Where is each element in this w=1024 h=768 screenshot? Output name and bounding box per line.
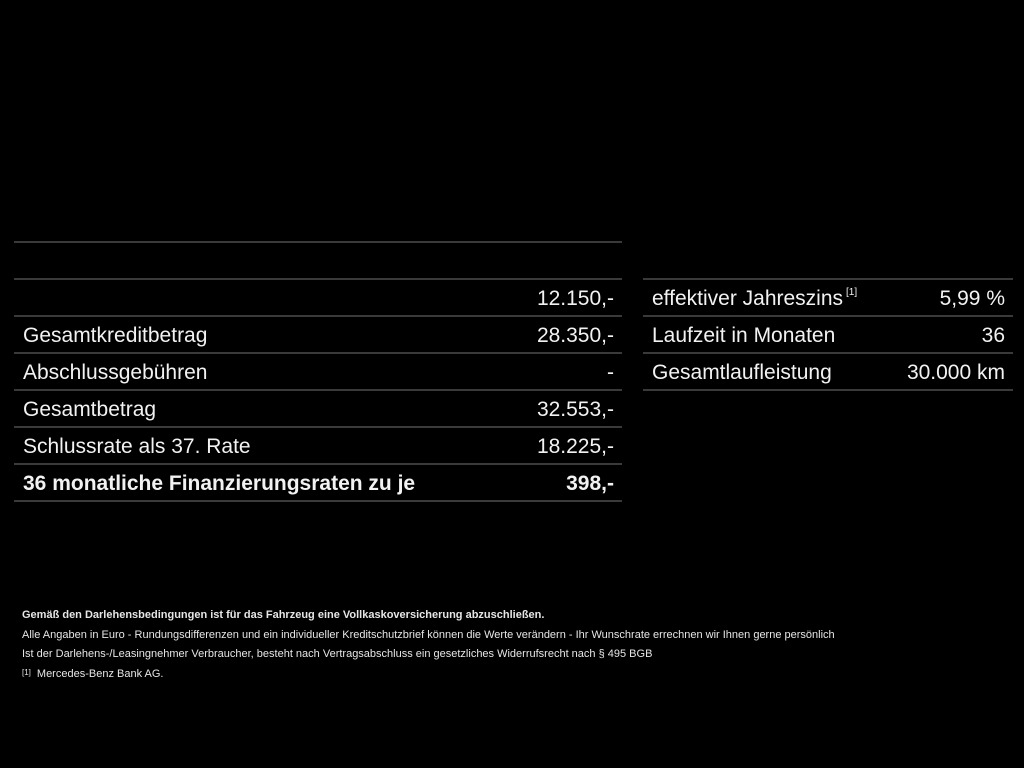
financing-row-value: - bbox=[607, 361, 614, 384]
terms-row-duration bbox=[643, 317, 1013, 354]
terms-row-value: 36 bbox=[981, 324, 1005, 347]
financing-row-value: 28.350,- bbox=[536, 324, 614, 347]
financing-row-value: 32.553,- bbox=[536, 398, 614, 421]
financing-row-value: 398,- bbox=[566, 472, 614, 495]
terms-row-label bbox=[652, 281, 857, 316]
financing-row-value: 12.150,- bbox=[536, 287, 614, 310]
financing-row-label: Gesamtkreditbetrag bbox=[23, 324, 208, 347]
terms-table bbox=[643, 278, 1013, 391]
terms-row-mileage bbox=[643, 354, 1013, 391]
financing-row-fees bbox=[14, 354, 622, 391]
terms-row-label: Laufzeit in Monaten bbox=[652, 324, 836, 347]
terms-row-label-text: effektiver Jahreszins bbox=[652, 287, 844, 310]
footnote-text: Mercedes-Benz Bank AG. bbox=[36, 667, 164, 680]
footnote-reference: [1] bbox=[846, 287, 858, 298]
terms-row-value: 30.000 km bbox=[906, 361, 1005, 384]
financing-row-monthly-rate bbox=[14, 465, 622, 502]
financing-row-final-rate bbox=[14, 428, 622, 465]
financing-row-credit-amount bbox=[14, 317, 622, 354]
financing-row-label: Gesamtbetrag bbox=[23, 398, 157, 421]
terms-row-label: Gesamtlaufleistung bbox=[652, 361, 832, 384]
disclaimer-line: Alle Angaben in Euro - Rundungsdifferenzen und ein individueller Kreditschutzbrief können die Werte verändern - Ihr Wunschrate errechnen wir Ihnen gerne persönlich bbox=[22, 628, 835, 641]
footnote bbox=[22, 665, 1012, 685]
terms-row-interest bbox=[643, 278, 1013, 317]
financing-row-label: 36 monatliche Finanzierungsraten zu je bbox=[23, 472, 416, 495]
financing-row-total bbox=[14, 391, 622, 428]
footer-notes bbox=[22, 606, 1012, 684]
withdrawal-right-line: Ist der Darlehens-/Leasingnehmer Verbraucher, besteht nach Vertragsabschluss ein gesetzliches Widerrufsrecht nach § 495 BGB bbox=[22, 648, 653, 660]
financing-row-label: Schlussrate als 37. Rate bbox=[23, 435, 251, 458]
footnote-mark: [1] bbox=[22, 667, 31, 677]
financing-row-price bbox=[14, 280, 622, 317]
insurance-note: Gemäß den Darlehensbedingungen ist für das Fahrzeug eine Vollkaskoversicherung abzuschließen. bbox=[22, 609, 545, 621]
terms-row-value: 5,99 % bbox=[939, 287, 1005, 310]
financing-header-row bbox=[14, 241, 622, 280]
financing-row-value: 18.225,- bbox=[536, 435, 614, 458]
financing-row-label: Abschlussgebühren bbox=[23, 361, 208, 384]
financing-table bbox=[14, 241, 622, 502]
